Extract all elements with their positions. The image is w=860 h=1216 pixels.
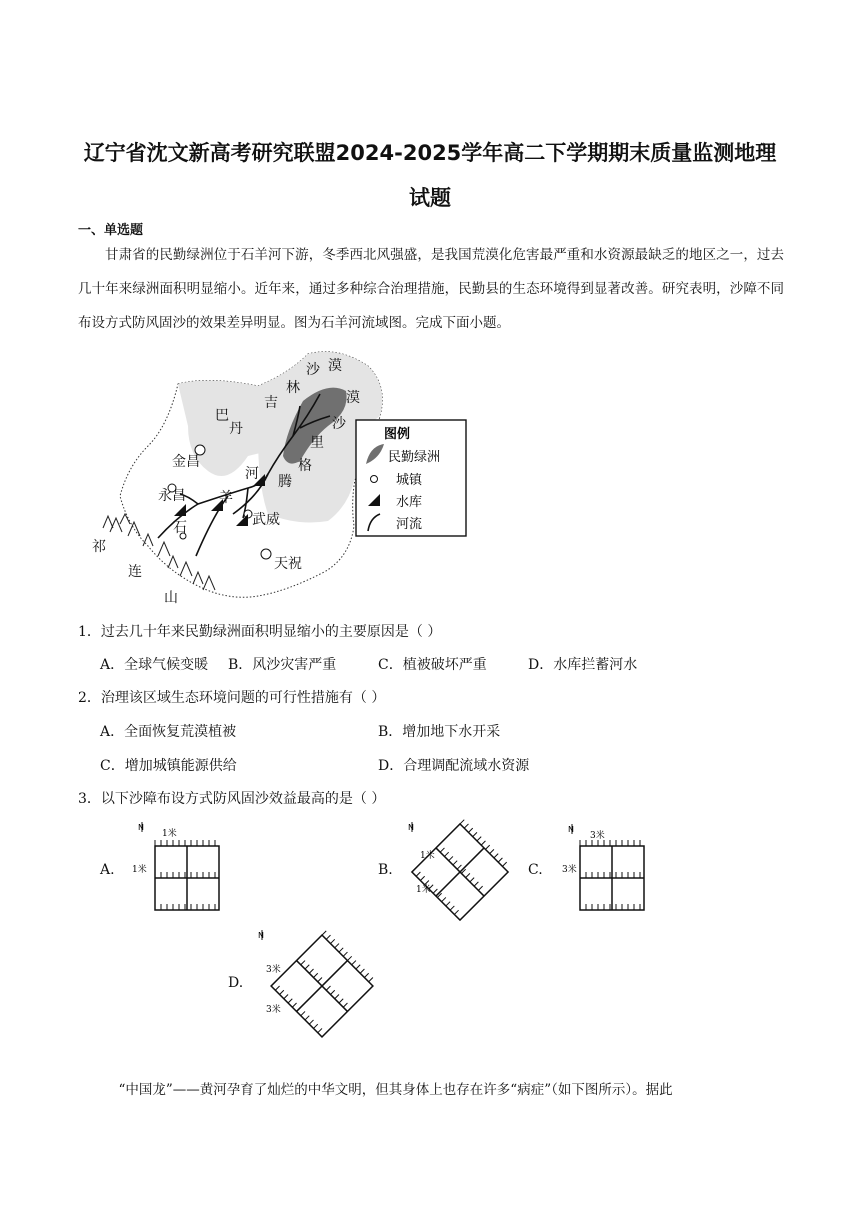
q1-option-b[interactable]: B．风沙灾害严重 <box>228 657 337 673</box>
label-wuwei: 武威 <box>252 512 280 528</box>
label-yongchang: 永昌 <box>158 488 186 504</box>
svg-text:城镇: 城镇 <box>396 473 423 488</box>
label-shan: 山 <box>164 590 178 606</box>
reservoir-4 <box>174 504 186 516</box>
label-ba: 巴 <box>215 408 229 424</box>
q2-option-c[interactable]: C．增加城镇能源供给 <box>100 758 237 774</box>
question-1-stem: 1．过去几十年来民勤绿洲面积明显缩小的主要原因是（ ） <box>78 624 442 640</box>
shiyang-river-map <box>88 346 488 608</box>
label-lin: 林 <box>286 380 300 396</box>
section-heading: 一、单选题 <box>78 223 144 238</box>
svg-text:3米: 3米 <box>266 965 281 975</box>
svg-text:3米: 3米 <box>562 865 577 875</box>
page-title: 辽宁省沈文新高考研究联盟2024-2025学年高二下学期期末质量监测地理 <box>83 141 777 165</box>
question-3-stem: 3．以下沙障布设方式防风固沙效益最高的是（ ） <box>78 791 386 807</box>
q3-option-b-figure[interactable] <box>398 818 518 926</box>
svg-text:1米: 1米 <box>420 851 435 861</box>
svg-text:N: N <box>138 823 144 832</box>
q3-option-c-figure[interactable] <box>560 820 660 920</box>
svg-text:N: N <box>258 931 264 940</box>
q3-option-d-figure[interactable] <box>252 926 380 1044</box>
svg-text:1米: 1米 <box>162 829 177 839</box>
svg-text:N: N <box>408 823 414 832</box>
q2-option-a[interactable]: A．全面恢复荒漠植被 <box>100 724 237 740</box>
svg-text:3米: 3米 <box>590 831 605 841</box>
label-sha1: 沙 <box>306 362 320 378</box>
label-dan: 丹 <box>229 421 243 437</box>
q3-option-c-label[interactable]: C. <box>528 862 543 878</box>
label-he: 河 <box>245 466 259 482</box>
svg-text:河流: 河流 <box>396 517 423 532</box>
label-lian: 连 <box>128 564 142 580</box>
label-yang: 羊 <box>219 490 233 506</box>
q3-option-b-label[interactable]: B. <box>378 862 393 878</box>
svg-text:水库: 水库 <box>396 495 423 510</box>
town-tianzhu <box>261 549 271 559</box>
q1-option-a[interactable]: A．全球气候变暖 <box>100 657 209 673</box>
svg-text:N: N <box>568 825 574 834</box>
svg-text:民勤绿洲: 民勤绿洲 <box>388 450 441 465</box>
q2-option-d[interactable]: D．合理调配流域水资源 <box>378 758 530 774</box>
svg-text:图例: 图例 <box>384 427 411 442</box>
label-mo1: 漠 <box>328 358 342 374</box>
label-jinchang: 金昌 <box>172 454 200 470</box>
label-shi: 石 <box>173 520 187 536</box>
q1-option-c[interactable]: C．植被破坏严重 <box>378 657 487 673</box>
question-2-stem: 2．治理该区域生态环境问题的可行性措施有（ ） <box>78 690 386 706</box>
svg-text:3米: 3米 <box>266 1005 281 1015</box>
next-passage-text: “中国龙”——黄河孕育了灿烂的中华文明，但其身体上也存在许多“病症”（如下图所示）。据此 <box>118 1082 673 1098</box>
page-title-cont: 试题 <box>409 186 451 210</box>
label-li: 里 <box>310 435 324 451</box>
label-sha2: 沙 <box>332 416 346 432</box>
label-teng: 腾 <box>278 474 292 490</box>
label-mo2: 漠 <box>346 390 360 406</box>
label-qi: 祁 <box>92 539 106 555</box>
label-ji: 吉 <box>264 395 278 411</box>
svg-text:1米: 1米 <box>132 865 147 875</box>
passage-text: 甘肃省的民勤绿洲位于石羊河下游，冬季西北风强盛，是我国荒漠化危害最严重和水资源最缺乏的地区之一，过去几十年来绿洲面积明显缩小。近年来，通过多种综合治理措施，民勤县的生态环境得到显著改善。研究表明，沙障不同布设方式防风固沙的效果差异明显。图为石羊河流域图。完成下面小题。 <box>78 247 784 331</box>
q1-option-d[interactable]: D．水库拦蓄河水 <box>528 657 638 673</box>
q3-option-a-label[interactable]: A. <box>100 862 115 878</box>
legend-town-icon <box>371 476 378 483</box>
q3-option-a-figure[interactable] <box>130 818 230 918</box>
map-legend <box>356 420 466 536</box>
svg-text:1米: 1米 <box>416 885 431 895</box>
q3-option-d-label[interactable]: D. <box>228 975 244 991</box>
label-tianzhu: 天祝 <box>274 556 302 572</box>
label-ge: 格 <box>298 458 312 474</box>
q2-option-b[interactable]: B．增加地下水开采 <box>378 724 501 740</box>
